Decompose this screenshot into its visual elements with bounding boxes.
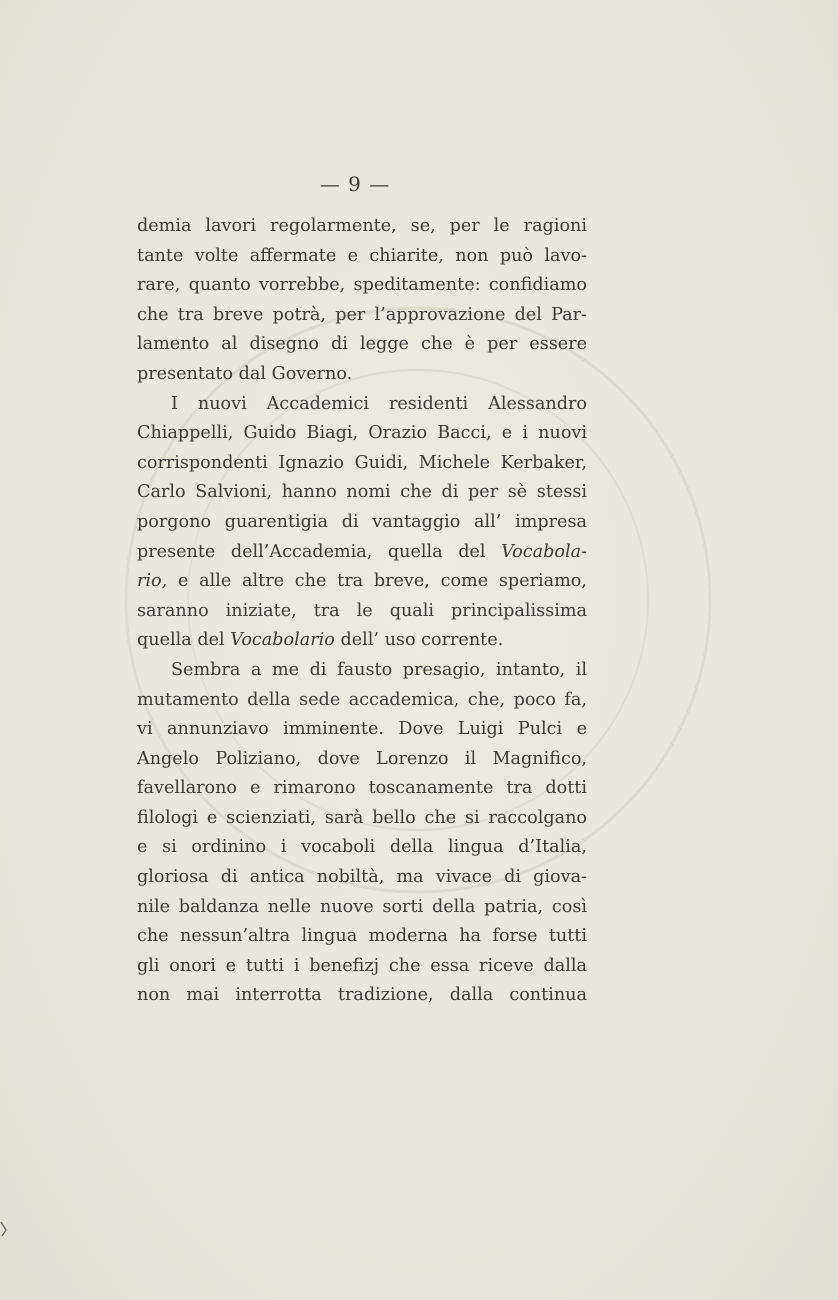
text-segment: dell’ uso corrente. (340, 630, 504, 651)
text-line (137, 626, 587, 656)
text-line: demia lavori regolarmente, se, per le ragioni (137, 216, 587, 236)
text-line: porgono guarentigia di vantaggio all’ impresa (137, 511, 587, 532)
text-line: che tra breve potrà, per l’approvazione del Par- (137, 304, 587, 325)
text-line: Sembra a me di fausto presagio, intanto, il (171, 659, 587, 680)
text-line: vi annunziavo imminente. Dove Luigi Pulci e (137, 719, 587, 740)
italic-title: Vocabolario (230, 630, 335, 651)
text-line: gloriosa di antica nobiltà, ma vivace di giova- (137, 867, 587, 888)
text-line: gli onori e tutti i benefizj che essa riceve dalla (137, 955, 587, 976)
text-line: Angelo Poliziano, dove Lorenzo il Magnifico, (137, 748, 587, 769)
text-line: Chiappelli, Guido Biagi, Orazio Bacci, e i nuovi (137, 423, 587, 444)
text-line: nile baldanza nelle nuove sorti della patria, così (137, 896, 587, 917)
text-line: presentato dal Governo. (137, 363, 353, 384)
text-line: corrispondenti Ignazio Guidi, Michele Kerbaker, (137, 452, 587, 473)
text-line: Carlo Salvioni, hanno nomi che di per sè stessi (137, 482, 587, 503)
text-line: che nessun’altra lingua moderna ha forse tutti (137, 926, 587, 947)
text-line (137, 538, 587, 568)
text-line (137, 567, 587, 597)
text-line: favellarono e rimarono toscanamente tra dotti (137, 778, 587, 799)
italic-title: rio, (137, 571, 168, 592)
text-line: saranno iniziate, tra le quali principalissima (137, 600, 587, 621)
text-line: mutamento della sede accademica, che, poco fa, (137, 689, 587, 710)
text-segment: e alle altre che tra breve, come speriamo, (177, 571, 587, 592)
text-line: tante volte affermate e chiarite, non può lavo- (137, 245, 587, 266)
body-text (137, 212, 587, 1011)
text-line: I nuovi Accademici residenti Alessandro (171, 393, 587, 414)
text-segment: presente dell’Accademia, quella del (137, 541, 486, 562)
text-segment: quella del (137, 630, 225, 651)
italic-title: Vocabola- (501, 541, 588, 562)
margin-mark-icon (0, 1218, 12, 1240)
text-line: rare, quanto vorrebbe, speditamente: confidiamo (137, 275, 587, 296)
page-number: — 9 — (319, 172, 391, 196)
text-line: filologi e scienziati, sarà bello che si raccolgano (137, 807, 587, 828)
text-line: lamento al disegno di legge che è per essere (137, 334, 587, 355)
text-line: non mai interrotta tradizione, dalla continua (137, 985, 587, 1006)
text-line: e si ordinino i vocaboli della lingua d’Italia, (137, 837, 587, 858)
